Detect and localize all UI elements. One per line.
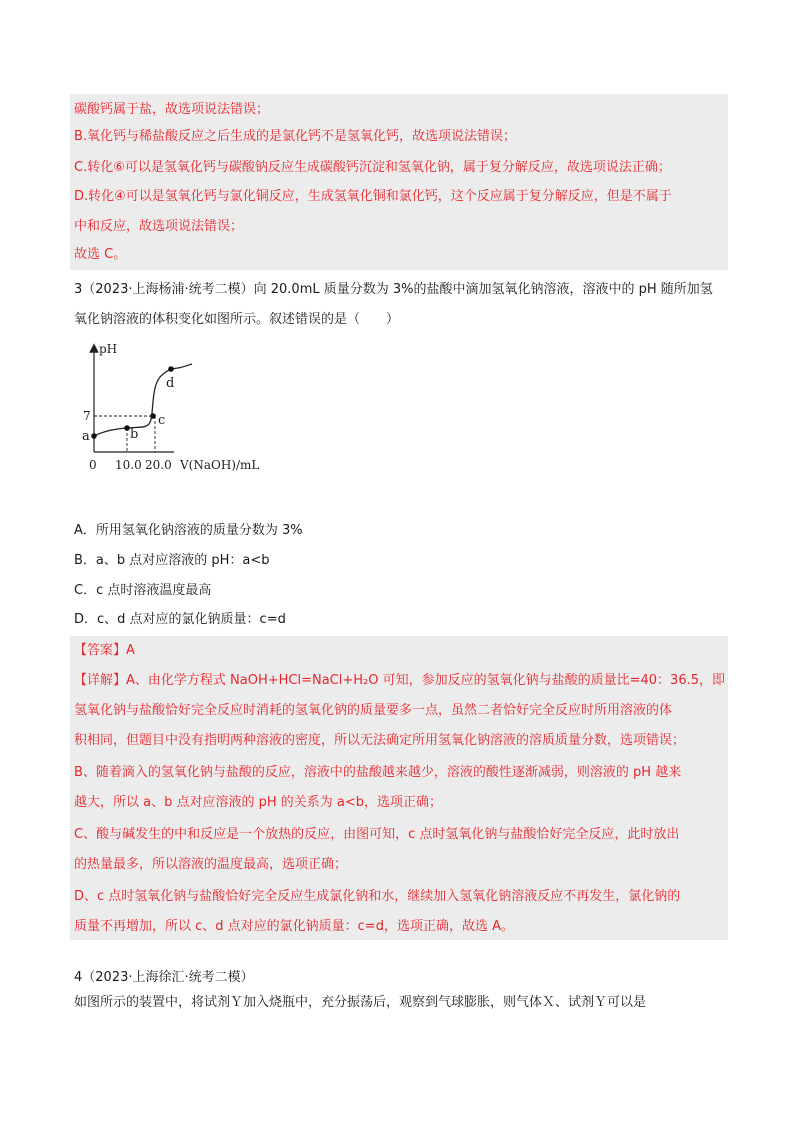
detail-line-3: 积相同，但题目中没有指明两种溶液的密度，所以无法确定所用氢氧化钠溶液的溶质质量分数，选项错误； [74,733,686,748]
point-a [91,433,97,439]
detail-line-6: C、酸与碱发生的中和反应是一个放热的反应，由图可知，c 点时氢氧化钠与盐酸恰好完全反应，此时放出 [74,827,680,842]
detail-text-1: A、由化学方程式 NaOH+HCl=NaCl+H₂O 可知，参加反应的氢氧化钠与盐酸的质量比=40：36.5，即 [126,673,725,688]
detail-line-1 [74,672,725,690]
question-3-stem-line-2: 氧化钠溶液的体积变化如图所示。叙述错误的是（ ） [74,312,400,327]
prev-solution-line-3: C.转化⑥可以是氢氧化钙与碳酸钠反应生成碳酸钙沉淀和氢氧化钠，属于复分解反应，故选项说法正确； [74,160,671,175]
detail-line-2: 氢氧化钠与盐酸恰好完全反应时消耗的氢氧化钠的质量要多一点，虽然二者恰好完全反应时所用溶液的体 [74,703,673,718]
x-axis-label: V(NaOH)/mL [180,458,260,472]
ph-curve [94,364,192,436]
option-c: C．c 点时溶液温度最高 [74,583,212,598]
detail-line-5: 越大，所以 a、b 点对应溶液的 pH 的关系为 a<b，选项正确； [74,795,443,810]
point-label-d: d [166,376,175,391]
detail-line-9: 质量不再增加，所以 c、d 点对应的氯化钠质量：c=d，选项正确，故选 A。 [74,919,514,934]
point-c [150,413,156,419]
option-d: D．c、d 点对应的氯化钠质量：c=d [74,612,286,627]
point-label-b: b [130,427,139,442]
detail-line-7: 的热量最多，所以溶液的温度最高，选项正确； [74,857,348,872]
prev-solution-block [70,94,728,270]
prev-solution-line-6: 故选 C。 [74,247,127,262]
x-tick-10: 10.0 [115,458,142,472]
origin-label: 0 [89,458,97,472]
point-label-a: a [82,429,90,444]
detail-label: 【详解】 [74,673,127,688]
prev-solution-line-5: 中和反应，故选项说法错误； [74,219,244,234]
prev-solution-line-1: 碳酸钙属于盐，故选项说法错误； [74,102,270,117]
question-4-header: 4（2023·上海徐汇·统考二模） [74,970,254,985]
prev-solution-line-4: D.转化④可以是氢氧化钙与氯化铜反应，生成氢氧化铜和氯化钙，这个反应属于复分解反应，但是不属于 [74,189,672,204]
detail-line-8: D、c 点时氢氧化钠与盐酸恰好完全反应生成氯化钠和水，继续加入氢氧化钠溶液反应不再发生，氯化钠的 [74,889,681,904]
y-tick-7: 7 [83,409,91,423]
option-a: A．所用氢氧化钠溶液的质量分数为 3% [74,523,303,538]
prev-solution-line-2: B.氧化钙与稀盐酸反应之后生成的是氯化钙不是氢氧化钙，故选项说法错误； [74,129,517,144]
x-tick-20: 20.0 [145,458,172,472]
y-axis-label: pH [99,342,118,356]
question-3-stem-line-1: 3（2023·上海杨浦·统考二模）向 20.0mL 质量分数为 3%的盐酸中滴加氢氧化钠溶液，溶液中的 pH 随所加氢 [74,282,713,297]
question-4-stem: 如图所示的装置中，将试剂Ｙ加入烧瓶中，充分振荡后，观察到气球膨胀，则气体Ｘ、试剂Ｙ可以是 [74,995,647,1010]
detail-line-4: B、随着滴入的氢氧化钠与盐酸的反应，溶液中的盐酸越来越少，溶液的酸性逐渐减弱，则溶液的 pH 越来 [74,765,682,780]
point-label-c: c [158,413,166,428]
answer-text: 【答案】A [74,643,135,658]
option-b: B．a、b 点对应溶液的 pH：a<b [74,553,270,568]
ph-titration-graph [78,342,278,472]
point-d [168,366,174,372]
point-b [124,425,130,431]
